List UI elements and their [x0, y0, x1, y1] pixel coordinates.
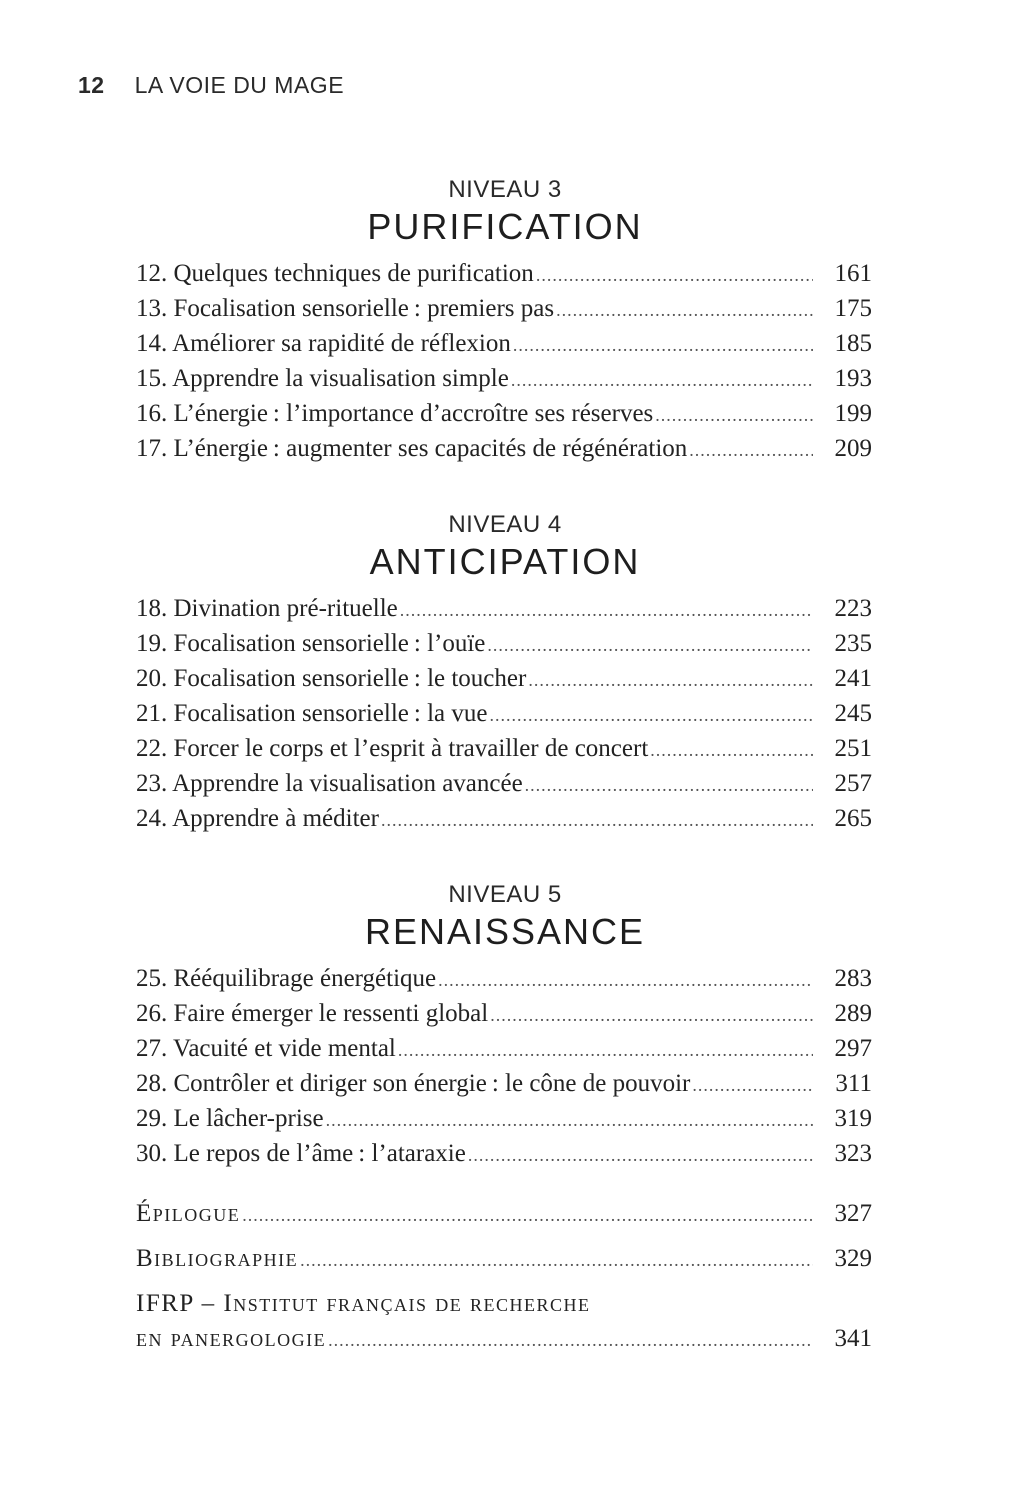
toc-entry-page: 199: [834, 400, 872, 427]
toc-entry[interactable]: [136, 1070, 872, 1105]
toc-entry-page: 209: [834, 435, 872, 462]
leader-dots: [328, 1330, 812, 1351]
toc-entry[interactable]: [136, 595, 872, 630]
toc-entry[interactable]: [136, 1000, 872, 1035]
toc-entry-page: 297: [834, 1035, 872, 1062]
level-heading-3: NIVEAU 3: [448, 176, 562, 203]
toc-entry-page: 175: [834, 295, 872, 322]
page-number: 12: [78, 72, 105, 98]
toc-entry-page: 245: [834, 700, 872, 727]
toc-entry-page: 185: [834, 330, 872, 357]
leader-dots: [242, 1205, 812, 1226]
toc-entry-page: 223: [834, 595, 872, 622]
toc-entry-label: 12. Quelques techniques de purification: [136, 260, 534, 287]
toc-entry[interactable]: [136, 1105, 872, 1140]
toc-entry-ifrp[interactable]: [136, 1290, 872, 1360]
toc-entry-label: 26. Faire émerger le ressenti global: [136, 1000, 489, 1027]
toc-entry[interactable]: [136, 365, 872, 400]
toc-entry-label: 16. L’énergie : l’importance d’accroître ses réserves: [136, 400, 654, 427]
toc-entry-label: Bibliographie: [136, 1245, 299, 1272]
toc-entry-page: 329: [834, 1245, 872, 1272]
toc-entry-label: 14. Améliorer sa rapidité de réflexion: [136, 330, 511, 357]
toc-entry[interactable]: [136, 435, 872, 470]
book-title: LA VOIE DU MAGE: [134, 72, 345, 98]
toc-entry-label: 21. Focalisation sensorielle : la vue: [136, 700, 488, 727]
toc-entry-label: 23. Apprendre la visualisation avancée: [136, 770, 523, 797]
section-title-anticipation: ANTICIPATION: [369, 541, 641, 582]
toc-entry[interactable]: [136, 700, 872, 735]
toc-entry[interactable]: [136, 1035, 872, 1070]
leader-dots: [528, 670, 812, 691]
leader-dots: [468, 1145, 813, 1166]
toc-entry-page: 257: [834, 770, 872, 797]
toc-entry[interactable]: [136, 770, 872, 805]
leader-dots: [511, 370, 813, 391]
toc-back-matter: [136, 1200, 872, 1360]
leader-dots: [556, 300, 812, 321]
toc-entry-label-line1: IFRP – Institut français de recherche: [136, 1290, 591, 1317]
toc-list-level-3: [136, 260, 872, 470]
toc-entry[interactable]: [136, 330, 872, 365]
toc-entry-label: 24. Apprendre à méditer: [136, 805, 379, 832]
leader-dots: [398, 1040, 813, 1061]
toc-entry-bibliography[interactable]: [136, 1245, 872, 1280]
leader-dots: [650, 740, 812, 761]
toc-entry-label: 30. Le repos de l’âme : l’ataraxie: [136, 1140, 466, 1167]
leader-dots: [513, 335, 813, 356]
leader-dots: [489, 705, 812, 726]
toc-entry-label: 18. Divination pré-rituelle: [136, 595, 398, 622]
running-head: [78, 72, 344, 99]
toc-entry-label: 17. L’énergie : augmenter ses capacités de régénération: [136, 435, 688, 462]
toc-entry-page: 161: [834, 260, 872, 287]
toc-entry-epilogue[interactable]: [136, 1200, 872, 1235]
leader-dots: [692, 1075, 813, 1096]
toc-entry-page: 235: [834, 630, 872, 657]
toc-entry-page: 289: [834, 1000, 872, 1027]
toc-entry[interactable]: [136, 630, 872, 665]
leader-dots: [525, 775, 813, 796]
toc-entry[interactable]: [136, 965, 872, 1000]
leader-dots: [655, 405, 812, 426]
section-title-purification: PURIFICATION: [367, 206, 643, 247]
toc-entry-page: 323: [834, 1140, 872, 1167]
leader-dots: [490, 1005, 812, 1026]
toc-entry-label: 22. Forcer le corps et l’esprit à travailler de concert: [136, 735, 649, 762]
toc-entry[interactable]: [136, 805, 872, 840]
leader-dots: [536, 265, 813, 286]
toc-entry-label: 29. Le lâcher-prise: [136, 1105, 324, 1132]
toc-entry[interactable]: [136, 400, 872, 435]
leader-dots: [438, 970, 812, 991]
toc-entry-page: 341: [834, 1325, 872, 1352]
leader-dots: [326, 1110, 813, 1131]
leader-dots: [487, 635, 812, 656]
toc-entry-page: 283: [834, 965, 872, 992]
toc-entry[interactable]: [136, 735, 872, 770]
toc-entry-label: Épilogue: [136, 1200, 241, 1227]
toc-entry-page: 265: [834, 805, 872, 832]
toc-entry-page: 241: [834, 665, 872, 692]
toc-entry[interactable]: [136, 260, 872, 295]
toc-entry-label: 15. Apprendre la visualisation simple: [136, 365, 509, 392]
level-heading-4: NIVEAU 4: [448, 511, 562, 538]
toc-list-level-4: [136, 595, 872, 840]
toc-entry-label: 19. Focalisation sensorielle : l’ouïe: [136, 630, 486, 657]
toc-entry-label: 25. Rééquilibrage énergétique: [136, 965, 437, 992]
toc-entry-label: 13. Focalisation sensorielle : premiers pas: [136, 295, 555, 322]
leader-dots: [689, 440, 812, 461]
toc-entry-page: 251: [834, 735, 872, 762]
toc-entry-label: 28. Contrôler et diriger son énergie : le cône de pouvoir: [136, 1070, 691, 1097]
toc-entry-page: 327: [834, 1200, 872, 1227]
toc-entry-page: 311: [835, 1070, 872, 1097]
leader-dots: [300, 1250, 812, 1271]
toc-entry[interactable]: [136, 1140, 872, 1175]
toc-entry-label: 20. Focalisation sensorielle : le toucher: [136, 665, 527, 692]
toc-entry[interactable]: [136, 295, 872, 330]
toc-list-level-5: [136, 965, 872, 1175]
section-title-renaissance: RENAISSANCE: [364, 911, 646, 952]
toc-entry-page: 319: [834, 1105, 872, 1132]
toc-entry-label: 27. Vacuité et vide mental: [136, 1035, 396, 1062]
level-heading-5: NIVEAU 5: [448, 881, 562, 908]
toc-entry-page: 193: [834, 365, 872, 392]
leader-dots: [400, 600, 813, 621]
leader-dots: [381, 810, 813, 831]
toc-entry[interactable]: [136, 665, 872, 700]
toc-entry-label-line2: en panergologie: [136, 1325, 327, 1352]
